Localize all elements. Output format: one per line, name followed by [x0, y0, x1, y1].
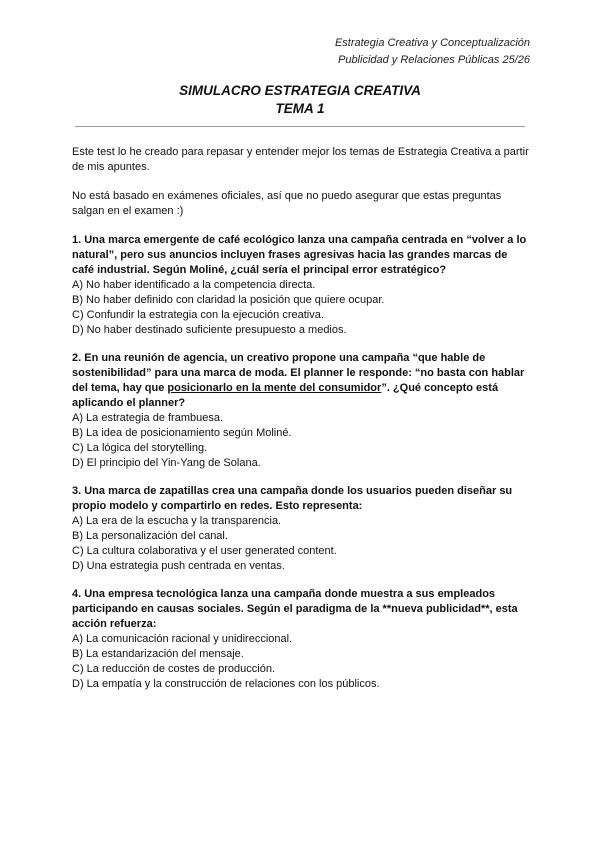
page-header [335, 35, 530, 69]
document-title [0, 82, 600, 118]
option-b: B) La estandarización del mensaje. [72, 648, 244, 660]
question-4 [72, 587, 530, 692]
option-a: A) La era de la escucha y la transparencia. [72, 515, 282, 527]
option-d: D) La empatía y la construcción de relaciones con los públicos. [72, 678, 380, 690]
intro-paragraph: Este test lo he creado para repasar y entender mejor los temas de Estrategia Creativa a partir de mis apuntes. [72, 146, 529, 173]
option-b: B) No haber definido con claridad la posición que quiere ocupar. [72, 294, 385, 306]
option-a: A) No haber identificado a la competencia directa. [72, 279, 316, 291]
option-b: B) La idea de posicionamiento según Moliné. [72, 427, 292, 439]
question-stem [72, 351, 530, 411]
question-stem: 1. Una marca emergente de café ecológico lanza una campaña centrada en “volver a lo natural”, pero sus anuncios incluyen frases agresivas hacia las grandes marcas de café industrial. Según Moliné, ¿cuál sería el principal error estratégico? [72, 234, 527, 276]
option-a: A) La estrategia de frambuesa. [72, 412, 224, 424]
option-c: C) La lógica del storytelling. [72, 442, 208, 454]
option-c: C) Confundir la estrategia con la ejecución creativa. [72, 309, 324, 321]
header-degree: Publicidad y Relaciones Públicas 25/26 [337, 54, 530, 66]
question-1 [72, 233, 530, 338]
question-3 [72, 484, 530, 574]
disclaimer-paragraph: No está basado en exámenes oficiales, así que no puedo asegurar que estas preguntas salgan en el examen :) [72, 190, 502, 217]
title-main: SIMULACRO ESTRATEGIA CREATIVA [179, 83, 421, 98]
option-c: C) La reducción de costes de producción. [72, 663, 276, 675]
option-d: D) El principio del Yin-Yang de Solana. [72, 457, 261, 469]
stem-part-1: 2. En una reunión de agencia, un creativo propone una campaña “que hable de sostenibilidad” para una marca de moda. El planner le responde: “no basta con hablar del tema, hay que [72, 352, 525, 394]
question-2 [72, 351, 530, 471]
option-d: D) Una estrategia push centrada en ventas. [72, 560, 285, 572]
option-b: B) La personalización del canal. [72, 530, 228, 542]
option-d: D) No haber destinado suficiente presupuesto a medios. [72, 324, 347, 336]
title-divider [75, 126, 525, 127]
header-course: Estrategia Creativa y Conceptualización [334, 37, 530, 49]
stem-underlined: posicionarlo en la mente del consumidor [167, 382, 382, 394]
option-a: A) La comunicación racional y unidireccional. [72, 633, 293, 645]
stem-part-2: ”. ¿Qué concepto está aplicando el planner? [72, 382, 499, 409]
title-topic: TEMA 1 [275, 101, 325, 116]
question-stem: 3. Una marca de zapatillas crea una campaña donde los usuarios pueden diseñar su propio modelo y compartirlo en redes. Esto representa: [72, 485, 513, 512]
question-stem: 4. Una empresa tecnológica lanza una campaña donde muestra a sus empleados participando en causas sociales. Según el paradigma de la **nueva publicidad**, esta acción refuerza: [72, 588, 518, 630]
option-c: C) La cultura colaborativa y el user generated content. [72, 545, 337, 557]
document-body [72, 145, 530, 705]
